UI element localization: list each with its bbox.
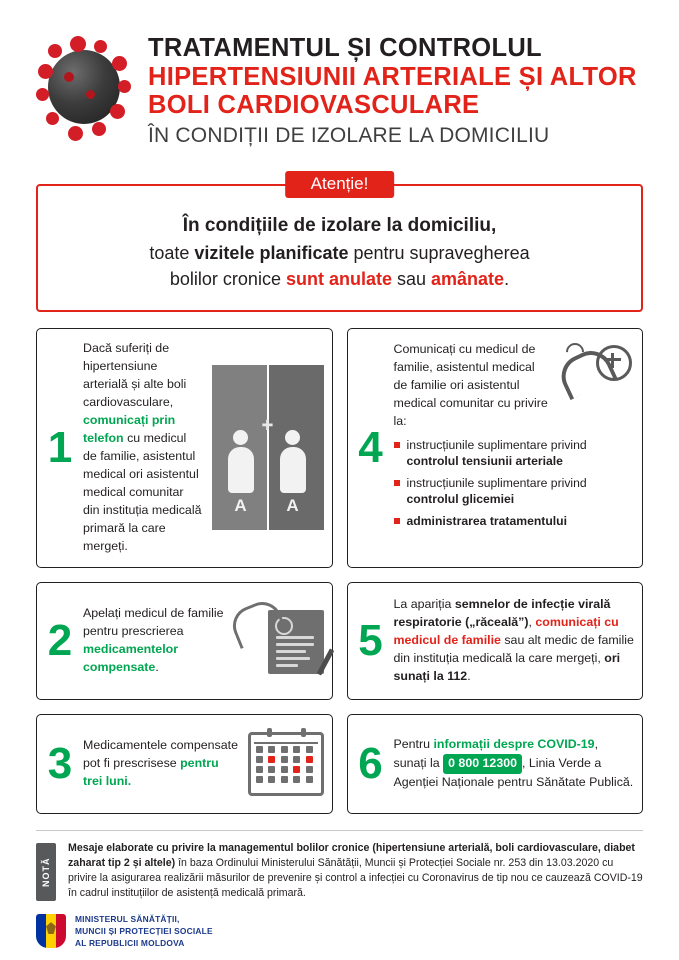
step-text-6 (394, 736, 635, 792)
bullet-2-part-1: instrucțiunile suplimentare privind (406, 475, 587, 490)
calendar-illustration (248, 732, 324, 796)
moldova-coat-of-arms-icon (36, 914, 66, 948)
sign-left-letter: A (234, 496, 247, 516)
steps-column-left (36, 328, 333, 814)
ministry-line-1: MINISTERUL SĂNĂTĂȚII, (75, 913, 180, 924)
step-5-text-bold-1: semnelor de infecție virală respiratorie („răceală”) (393, 596, 611, 629)
step-body-3 (83, 715, 332, 813)
phone-prescription-illustration (232, 604, 324, 678)
bullet-1-bold: controlul tensiunii arteriale (406, 454, 563, 469)
list-item (394, 475, 633, 508)
note-bold-part: Mesaje elaborate cu privire la managementul bolilor cronice (hipertensiune arterială, boli cardiovasculare, diabet zaharat tip 2 și altele) (68, 841, 635, 869)
list-item (394, 437, 633, 470)
step-number-1: 1 (47, 422, 73, 472)
attention-line-2-part-2: pentru supravegherea (348, 242, 530, 263)
figure-woman-icon (224, 430, 258, 516)
step-1-text-part-1: Dacă suferiți de hipertensiune arterială și alte boli cardiovasculare, (83, 340, 187, 409)
bullet-1-part-1: instrucțiunile suplimentare privind (406, 437, 587, 452)
ministry-name (66, 913, 213, 950)
step-6-text-green: informații despre COVID-19 (433, 736, 595, 751)
step-card-5 (347, 582, 644, 700)
bullet-2-bold: controlul glicemiei (406, 492, 515, 507)
steps-column-right (347, 328, 644, 814)
hotline-phone-number: 0 800 12300 (443, 754, 522, 774)
step-body-5 (394, 583, 643, 699)
step-text-5 (394, 596, 635, 686)
step-body-2 (83, 583, 332, 699)
title-line-2a: HIPERTENSIUNII ARTERIALE ȘI ALTOR (148, 62, 637, 91)
attention-tab-label: Atenție! (285, 171, 395, 198)
step-number-3: 3 (47, 738, 73, 788)
step-1-text-part-2: cu medicul de familie, asistentul medical ori asistentul medical comunitar din instituția medicală primară la care mergeți. (83, 430, 202, 553)
step-number-2: 2 (47, 615, 73, 665)
step-5-text-part-1: La apariția (393, 596, 455, 611)
step-6-text-part-3: , Linia Verde a Agenției Naționale pentru Sănătate Publică. (393, 755, 634, 789)
attention-line-2-part-1: toate (149, 242, 195, 263)
attention-line-3-red-2: amânate (431, 268, 505, 289)
attention-line-3-part-2: sau (391, 268, 432, 289)
step-6-text-part-2: , sunați la (393, 736, 599, 770)
sign-right-letter: A (286, 496, 299, 516)
medical-cross-icon: ✚ (261, 417, 274, 434)
note-rest: în baza Ordinului Ministerului Sănătății, Muncii și Protecției Sociale nr. 253 din 13.03.2020 cu privire la asigurarea realizării măsurilor de prevenire și control a infecției cu Coronavirus de tip nou ce cauzează COVID-19 în cadrul instituțiilor de asistență medicală primară. (68, 856, 643, 899)
step-text-1 (83, 340, 204, 556)
step-3-text-green: pentru trei luni. (83, 755, 219, 788)
attention-line-2-bold: vizitele planificate (194, 242, 349, 263)
list-item (394, 513, 633, 529)
step-body-4 (394, 329, 643, 567)
step-5-text-part-3: sau alt medic de familie din instituția medicală la care mergeți, (393, 632, 634, 665)
step-card-3 (36, 714, 333, 814)
ministry-line-3: AL REPUBLICII MOLDOVA (75, 938, 185, 949)
step-4-bullet-list (394, 437, 633, 529)
note-tag: NOTĂ (36, 843, 56, 901)
step-number-4: 4 (358, 422, 383, 472)
figure-man-icon (276, 430, 310, 516)
step-body-6 (394, 715, 643, 813)
step-card-2 (36, 582, 333, 700)
step-5-text-part-4: . (467, 668, 471, 683)
footer (36, 913, 643, 950)
attention-line-3-end: . (504, 268, 510, 289)
step-5-text-red: comunicați cu medicul de familie (393, 614, 619, 647)
coronavirus-icon (34, 34, 132, 144)
step-body-1 (83, 329, 332, 567)
step-card-4 (347, 328, 644, 568)
attention-section (36, 174, 643, 312)
ministry-line-2: MUNCII ȘI PROTECȚIEI SOCIALE (75, 926, 213, 937)
step-5-text-bold-2: ori sunați la 112 (393, 650, 621, 683)
step-text-2 (83, 605, 224, 677)
note-text (56, 841, 643, 901)
step-card-6 (347, 714, 644, 814)
toilet-sign-illustration (212, 365, 324, 530)
attention-line-3-red-1: sunt anulate (285, 268, 392, 289)
title-line-1: TRATAMENTUL ȘI CONTROLUL (148, 34, 542, 62)
note-section (36, 830, 643, 901)
title-line-2b: BOLI CARDIOVASCULARE (148, 91, 480, 120)
step-3-text-part-1: Medicamentele compensate pot fi prescrisese (83, 737, 238, 770)
step-2-text-green: medicamentelor compensate (83, 641, 179, 674)
steps-grid (36, 328, 643, 814)
header (36, 0, 643, 170)
attention-line-1: În condițiile de izolare la domiciliu, (182, 215, 497, 236)
bullet-3-bold: administrarea tratamentului (406, 513, 568, 528)
phone-plus-illustration (558, 341, 632, 407)
attention-line-2 (58, 240, 621, 266)
step-number-6: 6 (358, 738, 383, 788)
step-2-text-part-2: . (155, 659, 159, 674)
subtitle: ÎN CONDIȚII DE IZOLARE LA DOMICILIU (148, 123, 550, 147)
step-5-text-part-2: , (528, 614, 536, 629)
step-card-1 (36, 328, 333, 568)
step-2-text-part-1: Apelați medicul de familie pentru prescrierea (83, 605, 224, 638)
attention-line-3 (58, 266, 621, 292)
step-text-3 (83, 737, 240, 791)
step-text-4: Comunicați cu medicul de familie, asistentul medical de familie ori asistentul medical comunitar cu privire la: (393, 341, 548, 428)
header-titles (132, 30, 637, 148)
step-6-text-part-1: Pentru (393, 736, 434, 751)
step-1-text-green: comunicați prin telefon (83, 412, 176, 445)
attention-line-3-part-1: bolilor cronice (169, 268, 286, 289)
attention-box (36, 184, 643, 312)
step-number-5: 5 (358, 615, 383, 665)
